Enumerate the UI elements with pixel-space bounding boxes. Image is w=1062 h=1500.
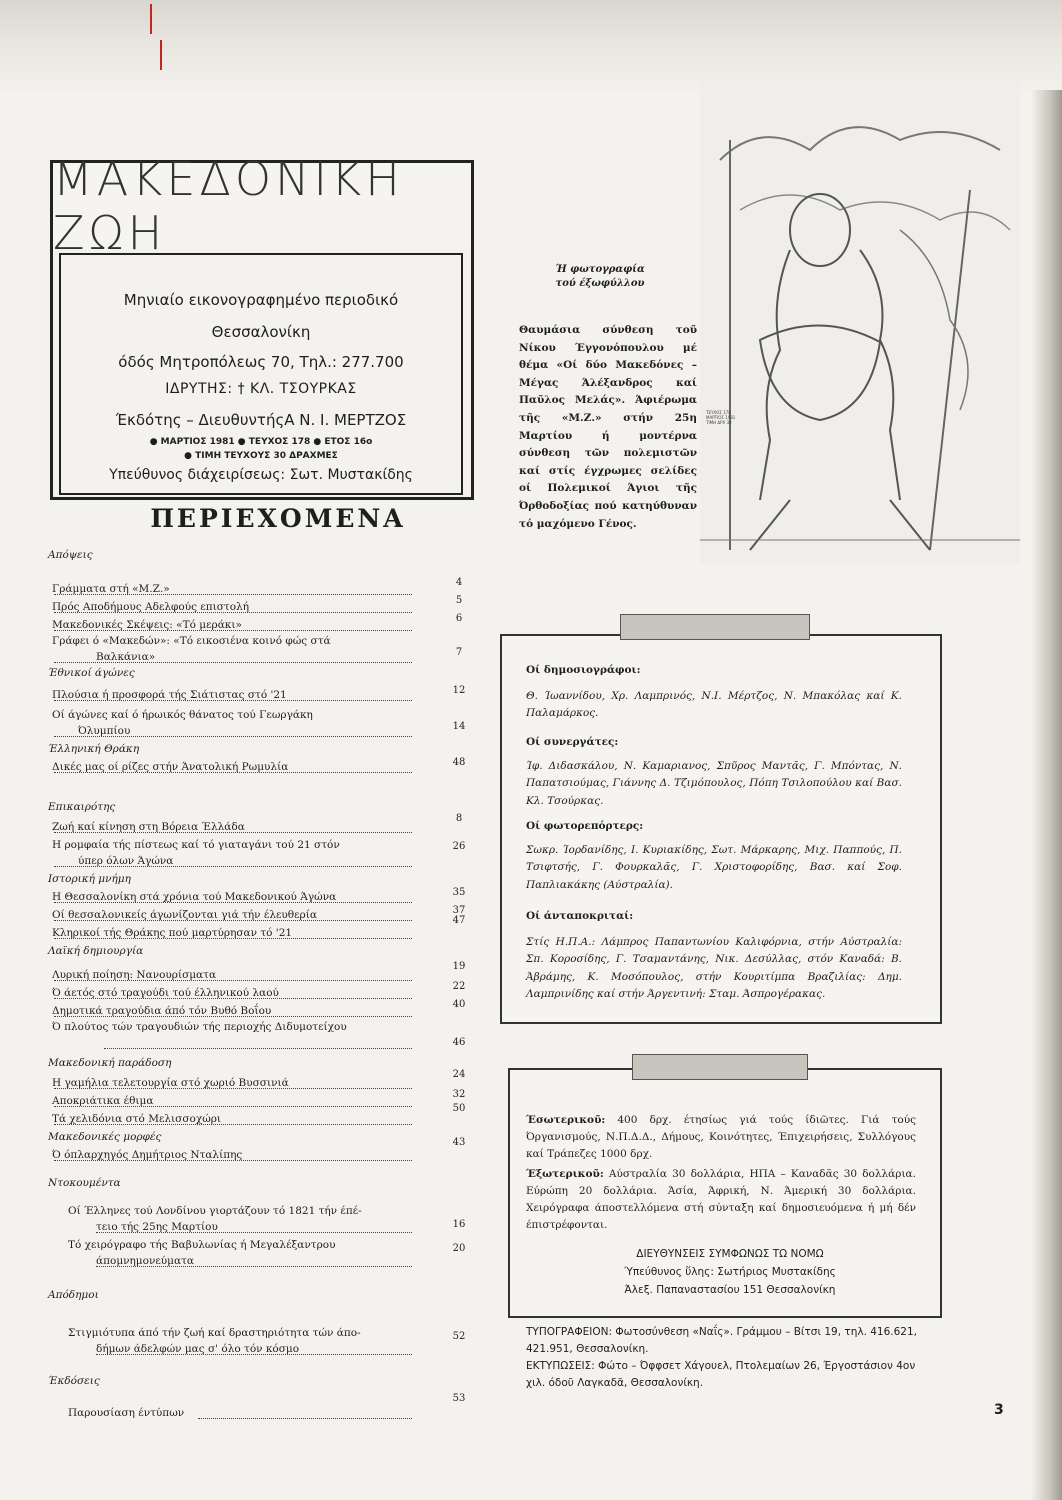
credits-text: Ίφ. Διδασκάλου, Ν. Καμαριανος, Σπῦρος Μαντᾶς, Γ. Μπόντας, Ν. Παπατσιούμας, Γιάννης Δ. Τζιμόπουλος, Πόπη Τσιλοπούλου καί Βασ. Κλ. Τσούρκας. [526, 760, 902, 807]
masthead-city: Θεσσαλονίκη [211, 323, 311, 341]
cover-stamp [706, 410, 735, 425]
toc-entry-title: Η ρομφαία τής πίστεως καί τό γιαταγάνι τού 21 στόν [52, 839, 340, 851]
toc-entry-title: Ό άετός στό τραγούδι τού έλληνικού λαού [52, 987, 279, 999]
toc-section: Μακεδονική παράδοση [48, 1057, 172, 1069]
toc-page: 16 [452, 1219, 466, 1230]
toc-entry-title: Στιγμιότυπα άπό τήν ζωή καί δραστηριότητα τών άπο- [68, 1327, 361, 1339]
credits-text: Θ. Ίωαννίδου, Χρ. Λαμπρινός, Ν.Ι. Μέρτζος, Ν. Μπακόλας καί Κ. Παλαμάρκος. [526, 690, 902, 720]
credits-heading: Οί δημοσιογράφοι: [526, 664, 641, 676]
page-number: 3 [994, 1402, 1004, 1418]
masthead-info-box [59, 253, 463, 495]
credits-heading: Οί συνεργάτες: [526, 736, 619, 748]
toc-section: Λαϊκή δημιουργία [48, 945, 144, 957]
toc-page: 35 [452, 887, 466, 898]
caption-title-line: Ή φωτογραφία [555, 264, 645, 275]
cover-stamp-line: ΤΙΜΗ ΔΡΧ 30 [706, 420, 732, 425]
toc-page: 26 [452, 841, 466, 852]
masthead-publisher: Έκδότης – ΔιευθυντήςΑ Ν. Ι. ΜΕΡΤΖΟΣ [115, 411, 407, 429]
toc-section: Απόδημοι [48, 1289, 99, 1301]
contents-title: ΠΕΡΙΕΧΟΜΕΝΑ [150, 504, 406, 533]
toc-page: 47 [452, 915, 466, 926]
toc-section: Έλληνική Θράκη [48, 743, 140, 755]
toc-entry-title: Κληρικοί τής Θράκης πού μαρτύρησαν τό '21 [52, 927, 293, 939]
credits-heading: Οί άνταποκριταί: [526, 910, 634, 922]
toc-section: Έθνικοί άγώνες [48, 667, 135, 679]
cover-artwork-image [700, 80, 1020, 564]
masthead-issue: ● ΜΑΡΤΙΟΣ 1981 ● ΤΕΥΧΟΣ 178 ● ΕΤΟΣ 16ο [149, 437, 373, 447]
toc-entry-title: Γράμματα στή «Μ.Ζ.» [52, 583, 170, 595]
legal-line: Άλεξ. Παπαναστασίου 151 Θεσσαλονίκη [624, 1284, 836, 1296]
toc-page: 53 [452, 1393, 466, 1404]
masthead [50, 152, 474, 500]
magazine-logo: ΜΑΚΕΔΟΝΙΚΗ ΖΩΗ [53, 163, 471, 249]
toc-entry-title: άπομνημονεύματα [96, 1255, 194, 1267]
staff-credits-tab [620, 614, 810, 640]
toc-page: 48 [452, 757, 466, 768]
masthead-price: ● ΤΙΜΗ ΤΕΥΧΟΥΣ 30 ΔΡΑΧΜΕΣ [184, 451, 338, 461]
toc-entry-title: Οί Έλληνες τού Λονδίνου γιορτάζουν τό 1821 τήν έπέ- [68, 1205, 362, 1217]
toc-entry-title: Ό πλούτος τών τραγουδιών τής περιοχής Διδυμοτείχου [52, 1021, 347, 1033]
toc-entry-title: Λυρική ποίηση: Νανουρίσματα [52, 969, 217, 981]
printing-info: ΕΚΤΥΠΩΣΕΙΣ: Φώτο – Όφφσετ Χάγουελ, Πτολεμαίων 26, Έργοστάσιον 4ον χιλ. όδοῦ Λαγκαδᾶ, Θεσσαλονίκη. [526, 1360, 916, 1389]
toc-page: 4 [455, 577, 463, 588]
toc-page: 8 [455, 813, 463, 824]
credits-heading: Οί φωτορεπόρτερς: [526, 820, 644, 832]
toc-entry-title: Δημοτικά τραγούδια άπό τόν Βυθό Βοΐου [52, 1005, 272, 1017]
toc-page: 5 [455, 595, 463, 606]
toc-entry-title: Η γαμήλια τελετουργία στό χωριό Βυσσινιά [52, 1077, 289, 1089]
subscription-foreign [526, 1166, 916, 1234]
toc-entry-title: τειο τής 25ης Μαρτίου [96, 1221, 218, 1233]
toc-entry-title: Βαλκάνια» [96, 651, 156, 663]
typesetting-info: ΤΥΠΟΓΡΑΦΕΙΟΝ: Φωτοσύνθεση «Ναΐς». Γράμμου – Βίτσι 19, τηλ. 416.621, 421.951, Θεσσαλονίκη. [526, 1326, 918, 1355]
toc-page: 12 [452, 685, 466, 696]
page-edge-shadow [1032, 90, 1062, 1500]
toc-section: Επικαιρότης [48, 801, 116, 813]
masthead-founder: ΙΔΡΥΤΗΣ: † ΚΛ. ΤΣΟΥΡΚΑΣ [165, 381, 357, 397]
toc-section: Μακεδονικές μορφές [48, 1131, 162, 1143]
toc-entry-title: Η Θεσσαλονίκη στά χρόνια τού Μακεδονικού Άγώνα [52, 891, 337, 903]
ink-mark [150, 4, 152, 34]
cover-caption-text: Θαυμάσια σύνθεση τοῦ Νίκου Έγγονόπουλου μέ θέμα «Οί δύο Μακεδόνες – Μέγας Άλέξανδρος καί Παῦλος Μελάς». Άφιέρωμα τῆς «Μ.Ζ.» στήν 25η Μαρτίου ή μοντέρνα σύνθεση τῶν πολεμιστῶν καί στίς έγχρωμες σελίδες οί Πολεμικοί Άγιοι τῆς Όρθοδοξίας πού κατηύθυναν τό μαχόμενο Γένος. [519, 324, 697, 530]
toc-section: Ντοκουμέντα [48, 1177, 121, 1189]
toc-entry-title: Μακεδονικές Σκέψεις: «Τό μεράκι» [52, 619, 242, 631]
masthead-manager: Υπεύθυνος διάχειρίσεως: Σωτ. Μυστακίδης [109, 467, 413, 483]
toc-page: 19 [452, 961, 466, 972]
toc-entry-title: Αποκριάτικα έθιμα [52, 1095, 154, 1107]
toc-entry-title: Τό χειρόγραφο τής Βαβυλωνίας ή Μεγαλέξαντρου [68, 1239, 336, 1251]
subscriptions-tab [632, 1054, 808, 1080]
cover-caption-title [530, 263, 670, 291]
credits-text: Στίς Η.Π.Α.: Λάμπρος Παπαντωνίου Καλιφόρνια, στήν Αύστραλία: Σπ. Κοροσίδης, Γ. Τσαμαντάνης, Νικ. Δεσύλλας, στόν Καναδά: Β. Άβράμης, Κ. Μοσόπουλος, στήν Κουριτίμπα Βραζιλίας: Δημ. Λαμπρινίδης καί στήν Άργεντινή: Σταμ. Άσπρογέρακας. [526, 936, 902, 1001]
toc-entry-title: Όλυμπίου [78, 725, 131, 737]
caption-title-line: τού έξωφύλλου [555, 278, 645, 289]
legal-line: Ύπεύθυνος ὕλης: Σωτήριος Μυστακίδης [624, 1266, 836, 1278]
masthead-subtitle: Μηνιαίο εικονογραφημένο περιοδικό [123, 291, 399, 309]
toc-page: 43 [452, 1137, 466, 1148]
toc-entry-title: Οί άγώνες καί ό ήρωικός θάνατος τού Γεωργάκη [52, 709, 313, 721]
subscription-label: Έσωτερικοῦ: [526, 1114, 606, 1126]
toc-section: Απόψεις [48, 549, 93, 561]
credits-text: Σωκρ. Ίορδανίδης, Ι. Κυριακίδης, Σωτ. Μάρκαρης, Μιχ. Παππούς, Π. Τσιφτσής, Γ. Φουρκαλᾶς, Γ. Χριστοφορίδης, Βασ. καί Σοφ. Παπλιακάκης (Αύστραλία). [526, 844, 902, 891]
toc-entry-title: Οί θεσσαλονικείς άγωνίζονται γιά τήν έλευθερία [52, 909, 317, 921]
toc-page: 14 [452, 721, 466, 732]
toc-section: Έκδόσεις [48, 1375, 100, 1387]
masthead-address: όδός Μητροπόλεως 70, Τηλ.: 277.700 [118, 353, 404, 371]
toc-entry-title: δήμων άδελφών μας σ' όλο τόν κόσμο [96, 1343, 300, 1355]
toc-entry-title: Ζωή καί κίνηση στη Βόρεια Έλλάδα [52, 821, 245, 833]
toc-entry-title: Τά χελιδόνια στό Μελισσοχώρι [52, 1113, 222, 1125]
toc-page: 32 [452, 1089, 466, 1100]
toc-entry-title: Ό όπλαρχηγός Δημήτριος Νταλίπης [52, 1149, 243, 1161]
toc-entry-title: Παρουσίαση έντύπων [68, 1407, 185, 1419]
toc-entry-title: Δικές μας οί ρίζες στήν Άνατολική Ρωμυλία [52, 761, 289, 773]
toc-page: 20 [452, 1243, 466, 1254]
subscription-label: Έξωτερικοῦ: [526, 1168, 604, 1180]
cover-illustration [700, 80, 1020, 564]
toc-page: 6 [455, 613, 463, 624]
toc-page: 22 [452, 981, 466, 992]
toc-entry-title: Πλούσια ή προσφορά τής Σιάτιστας στό '21 [52, 689, 287, 701]
toc-page: 37 [452, 905, 466, 916]
ink-mark [160, 40, 162, 70]
cover-stamp-line: ΜΑΡΤΙΟΣ 1981 [706, 415, 736, 420]
toc-section: Ιστορική μνήμη [48, 873, 131, 885]
toc-page: 52 [452, 1331, 466, 1342]
subscription-text: 400 δρχ. έτησίως γιά τούς ίδιῶτες. Γιά τούς Όργανισμούς, Ν.Π.Δ.Δ., Δήμους, Κοινότητες, Έπιχειρήσεις, Συλλόγους καί Τράπεζες 1000 δρχ. [526, 1114, 917, 1160]
toc-entry-title: Πρός Αποδήμους Αδελφούς επιστολή [52, 601, 250, 613]
toc-page: 7 [455, 647, 463, 658]
toc-page: 40 [452, 999, 466, 1010]
toc-entry-title: ύπερ όλων Άγώνα [78, 855, 174, 867]
toc-page: 24 [452, 1069, 466, 1080]
legal-title: ΔΙΕΥΘΥΝΣΕΙΣ ΣΥΜΦΩΝΩΣ ΤΩ ΝΟΜΩ [636, 1248, 824, 1260]
toc-page: 50 [452, 1103, 466, 1114]
subscription-text: Αύστραλία 30 δολλάρια, ΗΠΑ – Καναδᾶς 30 δολλάρια. Εύρώπη 20 δολλάρια. Άσία, Άφρική, Ν. Άμερική 30 δολλάρια. Χειρόγραφα άποστελλόμενα στή σύνταξη καί δημοσιευόμενα ή μή δέν έπιστρέφονται. [526, 1168, 916, 1231]
toc-entry-title: Γράφει ό «Μακεδών»: «Τό εικοσιένα κοινό φώς στά [52, 635, 331, 647]
cover-stamp-line: ΤΕΥΧΟΣ 178 [706, 410, 731, 415]
toc-page: 46 [452, 1037, 466, 1048]
subscription-domestic [526, 1112, 916, 1163]
